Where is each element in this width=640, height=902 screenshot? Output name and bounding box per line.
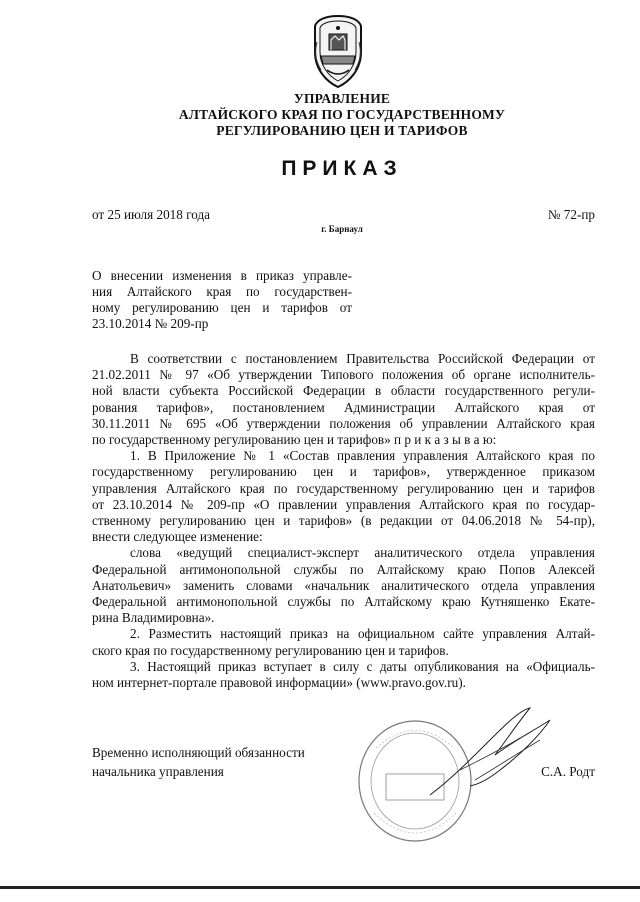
body-line: управления Алтайского края по государственному регулированию цен и тарифов — [92, 480, 595, 496]
body-line: 3. Настоящий приказ вступает в силу с даты опубликования на «Официаль- — [130, 658, 595, 674]
signatory-position-line-1: Временно исполняющий обязанности — [92, 745, 305, 760]
body-line: Анатольевич» заменить словами «начальник аналитического отдела управления — [92, 577, 595, 593]
subject-line: ния Алтайского края по государствен- — [92, 284, 352, 299]
body-line: внести следующее изменение: — [92, 529, 263, 545]
bottom-edge-rule — [0, 886, 640, 889]
org-name-line-3: РЕГУЛИРОВАНИЮ ЦЕН И ТАРИФОВ — [216, 123, 468, 138]
handwritten-signature — [420, 700, 560, 810]
body-line: Федеральной антимонопольной службы по Алтайскому краю Кутняшенко Екате- — [92, 594, 595, 609]
org-name-line-1: УПРАВЛЕНИЕ — [293, 91, 391, 106]
body-line: 30.11.2011 № 695 «Об утверждении положения об управлении Алтайского края — [92, 415, 595, 431]
body-line: ского края по государственному регулированию цен и тарифов. — [92, 642, 449, 658]
body-line: государственному регулированию цен и тарифов», утвержденное приказом — [92, 464, 595, 480]
coat-of-arms-emblem — [307, 12, 369, 90]
body-line: В соответствии с постановлением Правительства Российской Федерации от — [130, 351, 595, 366]
body-line: Федеральной антимонопольной службы по Алтайскому краю Попов Алексей — [92, 561, 595, 577]
body-line: 21.02.2011 № 97 «Об утверждении Типового положения об органе исполнитель- — [92, 367, 595, 383]
body-line: ной власти субъекта Российской Федерации в области государственного регули- — [92, 383, 595, 399]
body-line: по государственному регулированию цен и тарифов» п р и к а з ы в а ю: — [92, 432, 497, 447]
body-line: 2. Разместить настоящий приказ на официальном сайте управления Алтай- — [130, 626, 595, 642]
subject-line: ному регулированию цен и тарифов от — [92, 300, 352, 315]
org-name-line-2: АЛТАЙСКОГО КРАЯ ПО ГОСУДАРСТВЕННОМУ — [178, 107, 506, 122]
subject-line: О внесении изменения в приказ управле- — [92, 268, 352, 283]
body-line: слова «ведущий специалист-эксперт аналитического отдела управления — [130, 545, 595, 561]
document-city: г. Барнаул — [321, 224, 363, 234]
body-line: рина Владимировна». — [92, 610, 215, 626]
body-line: от 23.10.2014 № 209-пр «О правлении управления Алтайского края по государ- — [92, 496, 595, 512]
body-line: рования тарифов», постановлением Администрации Алтайского края от — [92, 399, 595, 415]
subject-line: 23.10.2014 № 209-пр — [92, 316, 209, 331]
document-type-title: ПРИКАЗ — [281, 157, 403, 180]
body-line: ном интернет-портале правовой информации» (www.pravo.gov.ru). — [92, 675, 466, 690]
signatory-position-line-2: начальника управления — [92, 764, 224, 779]
body-line: 1. В Приложение № 1 «Состав правления управления Алтайского края по — [130, 448, 595, 464]
document-number: № 72-пр — [547, 207, 595, 222]
signatory-name: С.А. Родт — [541, 764, 595, 779]
document-date: от 25 июля 2018 года — [92, 207, 211, 222]
body-line: ственному регулированию цен и тарифов» (в редакции от 04.06.2018 № 54-пр), — [92, 513, 595, 528]
